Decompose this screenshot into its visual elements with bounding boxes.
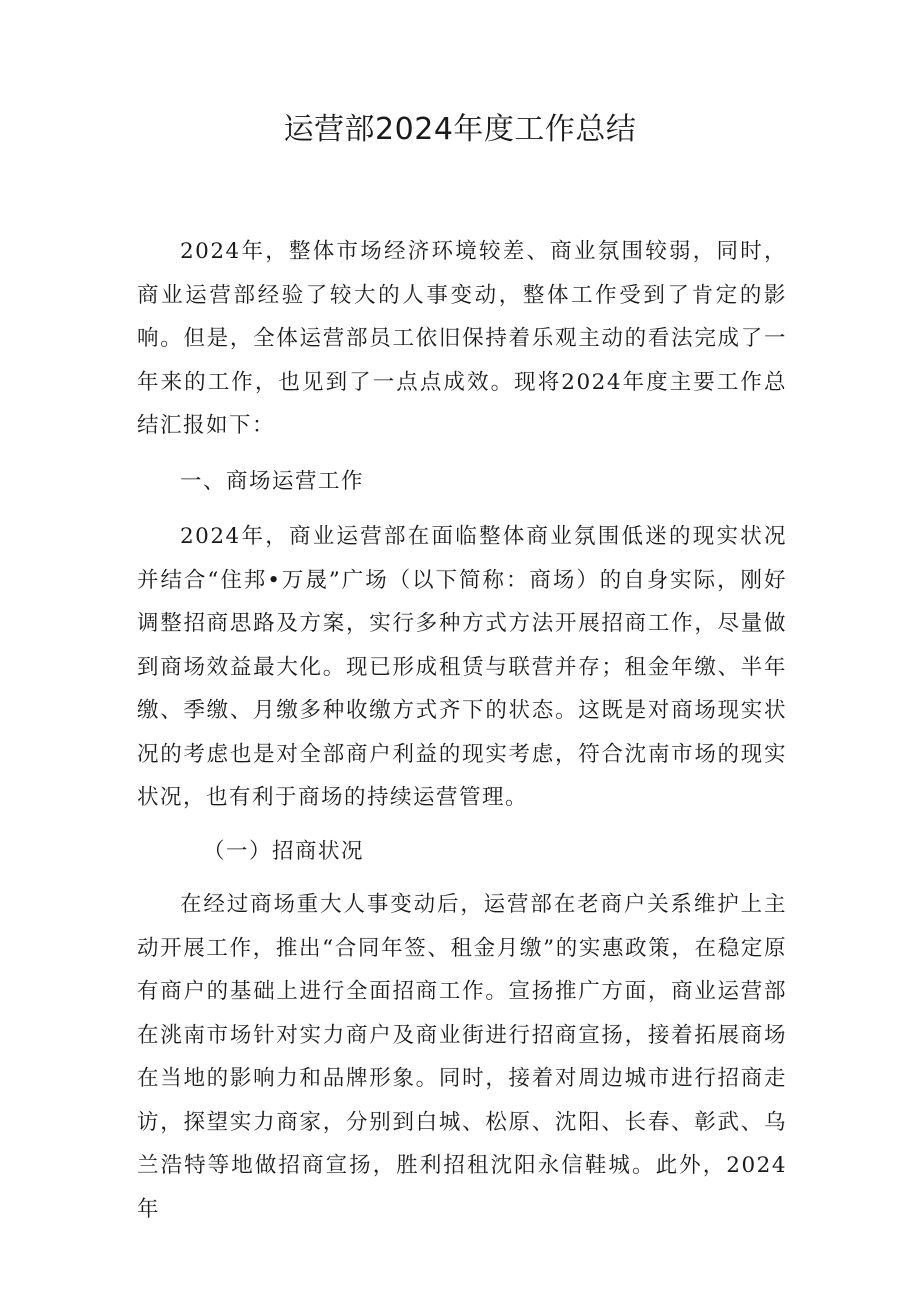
subsection-paragraph: 在经过商场重大人事变动后，运营部在老商户关系维护上主动开展工作，推出“合同年签、租金月缴”的实惠政策，在稳定原有商户的基础上进行全面招商工作。宣扬推广方面，商业运营部在洮南市场针对实力商户及商业街进行招商宣扬，接着拓展商场在当地的影响力和品牌形象。同时，接着对周边城市进行招商走访，探望实力商家，分别到白城、松原、沈阳、长春、彰武、乌兰浩特等地做招商宣扬，胜利招租沈阳永信鞋城。此外，2024年: [137, 892, 787, 1222]
document-title: 运营部2024年度工作总结: [283, 112, 637, 147]
section-paragraph: 2024年，商业运营部在面临整体商业氛围低迷的现实状况并结合“住邦•万晟”广场（以下简称：商场）的自身实际，刚好调整招商思路及方案，实行多种方式方法开展招商工作，尽量做到商场效益最大化。现已形成租赁与联营并存；租金年缴、半年缴、季缴、月缴多种收缴方式齐下的状态。这既是对商场现实状况的考虑也是对全部商户利益的现实考虑，符合沈南市场的现实状况，也有利于商场的持续运营管理。: [137, 524, 787, 810]
intro-paragraph: 2024年，整体市场经济环境较差、商业氛围较弱，同时，商业运营部经验了较大的人事变动，整体工作受到了肯定的影响。但是，全体运营部员工依旧保持着乐观主动的看法完成了一年来的工作，也见到了一点点成效。现将2024年度主要工作总结汇报如下：: [137, 239, 787, 438]
document-body: [137, 230, 787, 1231]
section-heading: 一、商场运营工作: [180, 468, 365, 494]
subsection-heading: （一）招商状况: [203, 838, 365, 864]
